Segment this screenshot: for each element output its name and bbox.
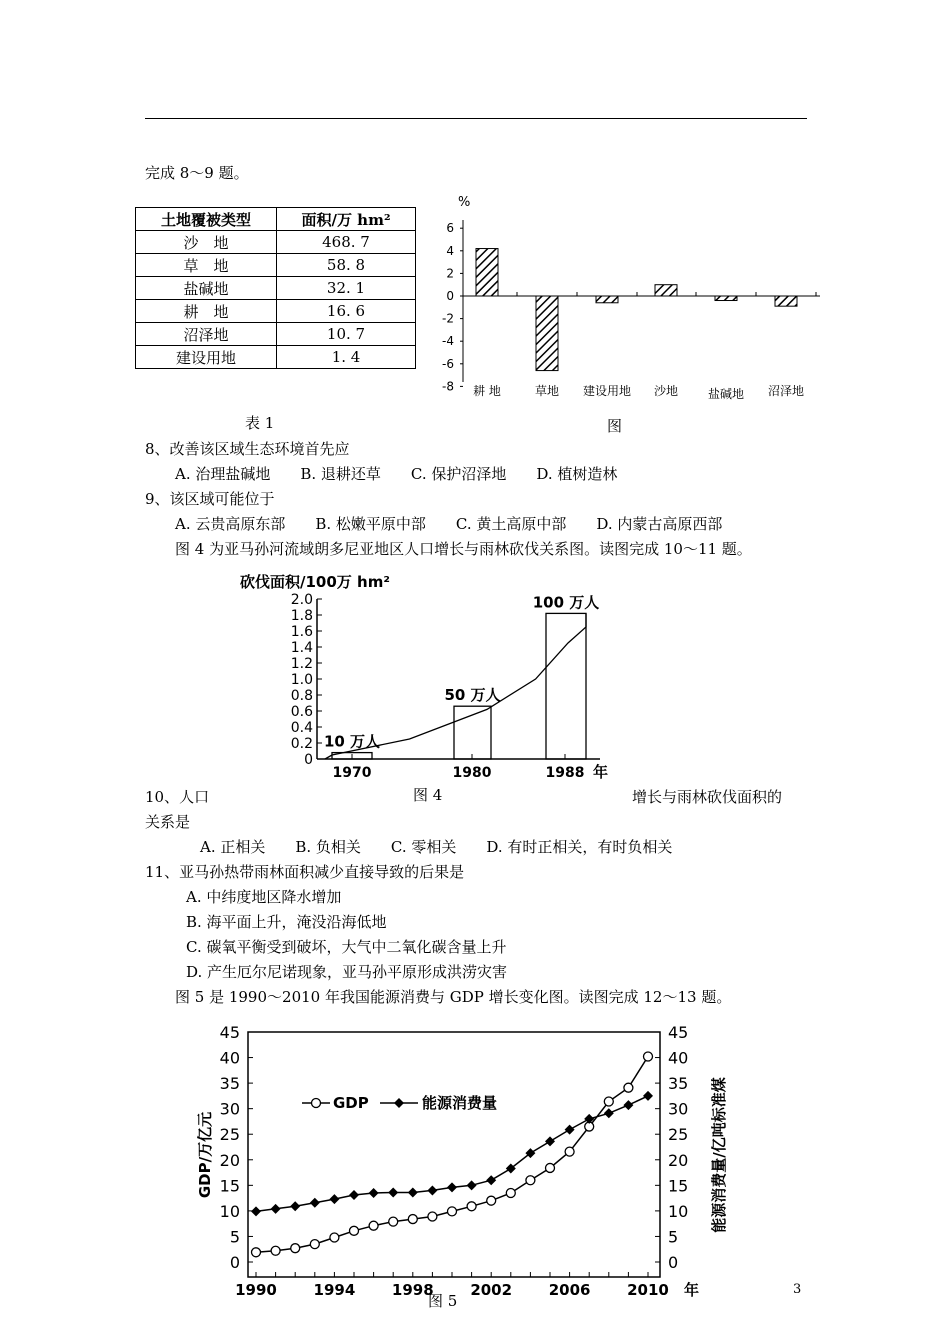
energy-point xyxy=(545,1136,555,1146)
table-row xyxy=(136,277,416,300)
energy-point xyxy=(329,1194,339,1204)
gdp-point xyxy=(565,1147,574,1156)
energy-point xyxy=(467,1180,477,1190)
fig4-y-tick-label: 0.2 xyxy=(290,736,313,752)
fig5-x-tick-label: 1994 xyxy=(313,1281,356,1299)
fig4-y-tick-label: 1.6 xyxy=(290,624,313,640)
q8-stem: 8、改善该区域生态环境首先应 xyxy=(145,440,350,458)
table-row xyxy=(136,323,416,346)
gdp-point xyxy=(310,1240,319,1249)
fig5-y-tick-label-left: 40 xyxy=(219,1048,240,1068)
energy-point xyxy=(349,1190,359,1200)
legend-energy-label: 能源消费量 xyxy=(422,1094,498,1112)
bar-category-label: 草地 xyxy=(534,384,560,398)
fig4-y-tick-label: 0.8 xyxy=(290,688,313,704)
gdp-point xyxy=(252,1248,261,1257)
fig4-x-tick-label: 1980 xyxy=(452,765,492,781)
energy-point xyxy=(643,1091,653,1101)
fig5-legend xyxy=(302,1094,497,1112)
energy-point xyxy=(447,1182,457,1192)
fig5-y-ticks xyxy=(220,1023,689,1272)
fig5-y-tick-label-right: 40 xyxy=(668,1048,689,1068)
intro-12-13: 图 5 是 1990～2010 年我国能源消费与 GDP 增长变化图。读图完成 12～13 题。 xyxy=(175,988,732,1006)
fig4-y-tick-label: 1.2 xyxy=(290,656,313,672)
fig5-y-tick-label-left: 20 xyxy=(219,1150,240,1170)
fig5-y-tick-label-right: 0 xyxy=(668,1253,679,1272)
q8-options: A. 治理盐碱地 B. 退耕还草 C. 保护沼泽地 D. 植树造林 xyxy=(175,465,618,483)
bar-categories xyxy=(473,383,804,401)
gdp-point xyxy=(644,1052,653,1061)
fig5-frame xyxy=(248,1032,660,1277)
fig5-y-tick-label-right: 35 xyxy=(668,1074,689,1094)
table-cell: 468. 7 xyxy=(277,231,416,254)
legend-gdp-label: GDP xyxy=(333,1094,369,1112)
table-cell: 沼泽地 xyxy=(136,323,277,346)
fig5-y-tick-label-left: 10 xyxy=(219,1201,240,1221)
energy-point xyxy=(388,1187,398,1197)
legend-gdp-marker xyxy=(312,1099,321,1108)
fig5-x-ticks xyxy=(235,1272,699,1299)
bar-series xyxy=(476,249,830,371)
fig4-y-tick-label: 1.8 xyxy=(290,608,313,624)
table-row xyxy=(136,254,416,277)
fig5-y-tick-label-right: 15 xyxy=(668,1176,689,1196)
bar xyxy=(775,296,797,306)
table-caption: 表 1 xyxy=(245,414,275,432)
fig4-population-bars xyxy=(324,593,599,759)
fig4-title: 砍伐面积/100万 hm² xyxy=(240,573,390,591)
fig5-x-tick-label: 2006 xyxy=(548,1281,591,1299)
figure-5-chart xyxy=(190,1015,750,1305)
table-header-row xyxy=(136,208,416,231)
fig5-y-tick-label-right: 30 xyxy=(668,1099,689,1119)
bar xyxy=(596,296,618,303)
energy-point xyxy=(623,1100,633,1110)
fig5-x-tick-label: 2002 xyxy=(470,1281,513,1299)
energy-point xyxy=(604,1108,614,1118)
bar-category-label: 沼泽地 xyxy=(767,384,805,398)
bar-y-tick-label: 4 xyxy=(446,243,454,258)
bar-chart-caption: 图 xyxy=(607,417,623,435)
table-row xyxy=(136,231,416,254)
table-cell: 1. 4 xyxy=(277,346,416,369)
fig4-x-unit: 年 xyxy=(593,763,609,781)
q9-options: A. 云贵高原东部 B. 松嫩平原中部 C. 黄土高原中部 D. 内蒙古高原西部 xyxy=(175,515,723,533)
fig5-y-tick-label-right: 45 xyxy=(668,1023,689,1042)
energy-point xyxy=(565,1125,575,1135)
fig4-y-tick-label: 0.6 xyxy=(290,704,313,720)
energy-point xyxy=(369,1188,379,1198)
bar xyxy=(655,285,677,296)
gdp-point xyxy=(330,1233,339,1242)
page-number: 3 xyxy=(793,1282,802,1297)
fig5-y-tick-label-left: 5 xyxy=(229,1227,240,1247)
table-cell: 沙 地 xyxy=(136,231,277,254)
fig4-y-tick-label: 0 xyxy=(304,752,313,768)
table-header-cell: 土地覆被类型 xyxy=(136,208,277,231)
gdp-point xyxy=(467,1202,476,1211)
bar-category-label: 建设用地 xyxy=(582,384,632,398)
bar-y-ticks xyxy=(442,221,463,393)
q11-option-d: D. 产生厄尔尼诺现象，亚马孙平原形成洪涝灾害 xyxy=(186,963,508,981)
bar-category-label: 沙地 xyxy=(653,384,679,398)
bar-category-label: 耕 地 xyxy=(473,384,501,398)
energy-point xyxy=(290,1201,300,1211)
fig5-y-tick-label-right: 25 xyxy=(668,1125,689,1145)
legend-energy-marker xyxy=(394,1098,404,1108)
intro-10-11: 图 4 为亚马孙河流域朗多尼亚地区人口增长与雨林砍伐关系图。读图完成 10～11 题。 xyxy=(175,540,752,558)
table-cell: 建设用地 xyxy=(136,346,277,369)
fig5-y-tick-label-left: 0 xyxy=(229,1253,240,1272)
fig5-x-tick-label: 2010 xyxy=(627,1281,669,1299)
q10-stem-a: 10、人口 xyxy=(145,788,210,806)
table-cell: 10. 7 xyxy=(277,323,416,346)
fig4-y-tick-label: 1.0 xyxy=(290,672,313,688)
table-cell: 16. 6 xyxy=(277,300,416,323)
fig4-x-tick-label: 1988 xyxy=(545,765,585,781)
table-header-cell: 面积/万 hm² xyxy=(277,208,416,231)
fig5-series xyxy=(251,1052,653,1257)
table-cell: 草 地 xyxy=(136,254,277,277)
bar xyxy=(476,249,498,296)
fig4-y-tick-label: 2.0 xyxy=(290,592,313,608)
land-change-bar-chart xyxy=(420,188,830,438)
gdp-point xyxy=(506,1189,515,1198)
bar xyxy=(715,296,737,301)
fig4-x-ticks xyxy=(333,754,609,781)
fig4-population-label: 50 万人 xyxy=(444,686,501,705)
bar-category-label: 盐碱地 xyxy=(707,387,745,401)
fig5-y-tick-label-left: 30 xyxy=(219,1099,240,1119)
fig5-y-tick-label-right: 5 xyxy=(668,1227,679,1247)
fig4-caption: 图 4 xyxy=(413,786,443,804)
energy-point xyxy=(427,1185,437,1195)
table-cell: 58. 8 xyxy=(277,254,416,277)
land-cover-table xyxy=(135,207,416,369)
fig4-y-tick-label: 1.4 xyxy=(290,640,313,656)
gdp-point xyxy=(350,1226,359,1235)
bar-y-tick-label: 6 xyxy=(446,221,454,236)
bar-y-unit: % xyxy=(458,195,471,210)
q11-option-a: A. 中纬度地区降水增加 xyxy=(186,888,342,906)
table-row xyxy=(136,300,416,323)
bar-y-tick-label: 2 xyxy=(446,266,454,281)
gdp-point xyxy=(624,1083,633,1092)
fig4-y-tick-label: 0.4 xyxy=(290,720,313,736)
energy-point xyxy=(486,1175,496,1185)
q11-option-c: C. 碳氧平衡受到破坏，大气中二氧化碳含量上升 xyxy=(186,938,507,956)
fig5-y-tick-label-left: 15 xyxy=(219,1176,240,1196)
gdp-point xyxy=(487,1196,496,1205)
q10-stem-c: 关系是 xyxy=(145,813,191,831)
figure-4-chart xyxy=(235,565,615,785)
table-cell: 耕 地 xyxy=(136,300,277,323)
gdp-point xyxy=(389,1217,398,1226)
q11-stem: 11、亚马孙热带雨林面积减少直接导致的后果是 xyxy=(145,863,465,881)
q10-options: A. 正相关 B. 负相关 C. 零相关 D. 有时正相关，有时负相关 xyxy=(200,838,673,856)
q11-option-b: B. 海平面上升，淹没沿海低地 xyxy=(186,913,387,931)
gdp-point xyxy=(369,1221,378,1230)
energy-point xyxy=(310,1198,320,1208)
gdp-point xyxy=(291,1244,300,1253)
fig5-y-tick-label-left: 45 xyxy=(219,1023,240,1042)
q9-stem: 9、该区域可能位于 xyxy=(145,490,275,508)
fig5-y-tick-label-left: 25 xyxy=(219,1125,240,1145)
energy-point xyxy=(251,1206,261,1216)
fig5-x-tick-label: 1990 xyxy=(235,1281,277,1299)
bar-y-tick-label: 0 xyxy=(446,289,454,303)
fig5-y-tick-label-right: 20 xyxy=(668,1150,689,1170)
energy-point xyxy=(408,1187,418,1197)
fig5-right-ylabel: 能源消费量/亿吨标准煤 xyxy=(710,1077,728,1233)
bar-y-tick-label: -4 xyxy=(442,334,454,349)
bar-y-tick-label: -8 xyxy=(442,379,454,394)
fig4-population-bar xyxy=(454,706,491,759)
table-cell: 32. 1 xyxy=(277,277,416,300)
fig4-population-bar xyxy=(546,613,586,759)
bar xyxy=(536,296,558,371)
q10-stem-b: 增长与雨林砍伐面积的 xyxy=(632,788,783,806)
gdp-line xyxy=(256,1057,648,1253)
fig5-x-tick-label: 1998 xyxy=(391,1281,434,1299)
fig4-population-label: 100 万人 xyxy=(532,593,600,612)
gdp-point xyxy=(604,1097,613,1106)
energy-point xyxy=(271,1204,281,1214)
gdp-point xyxy=(526,1176,535,1185)
fig5-x-unit: 年 xyxy=(684,1281,700,1299)
energy-line xyxy=(256,1096,648,1212)
fig5-caption: 图 5 xyxy=(428,1292,458,1310)
gdp-point xyxy=(271,1246,280,1255)
fig5-y-tick-label-left: 35 xyxy=(219,1074,240,1094)
gdp-point xyxy=(546,1163,555,1172)
table-cell: 盐碱地 xyxy=(136,277,277,300)
table-row xyxy=(136,346,416,369)
fig4-x-tick-label: 1970 xyxy=(332,765,372,781)
bar-y-tick-label: -2 xyxy=(442,311,454,326)
fig5-y-tick-label-right: 10 xyxy=(668,1201,689,1221)
gdp-point xyxy=(428,1212,437,1221)
gdp-point xyxy=(408,1215,417,1224)
fig5-left-ylabel: GDP/万亿元 xyxy=(196,1111,214,1199)
header-rule xyxy=(145,118,807,119)
fig4-population-label: 10 万人 xyxy=(323,732,381,751)
bar-y-tick-label: -6 xyxy=(442,356,454,371)
intro-8-9: 完成 8～9 题。 xyxy=(145,164,249,182)
gdp-point xyxy=(448,1207,457,1216)
